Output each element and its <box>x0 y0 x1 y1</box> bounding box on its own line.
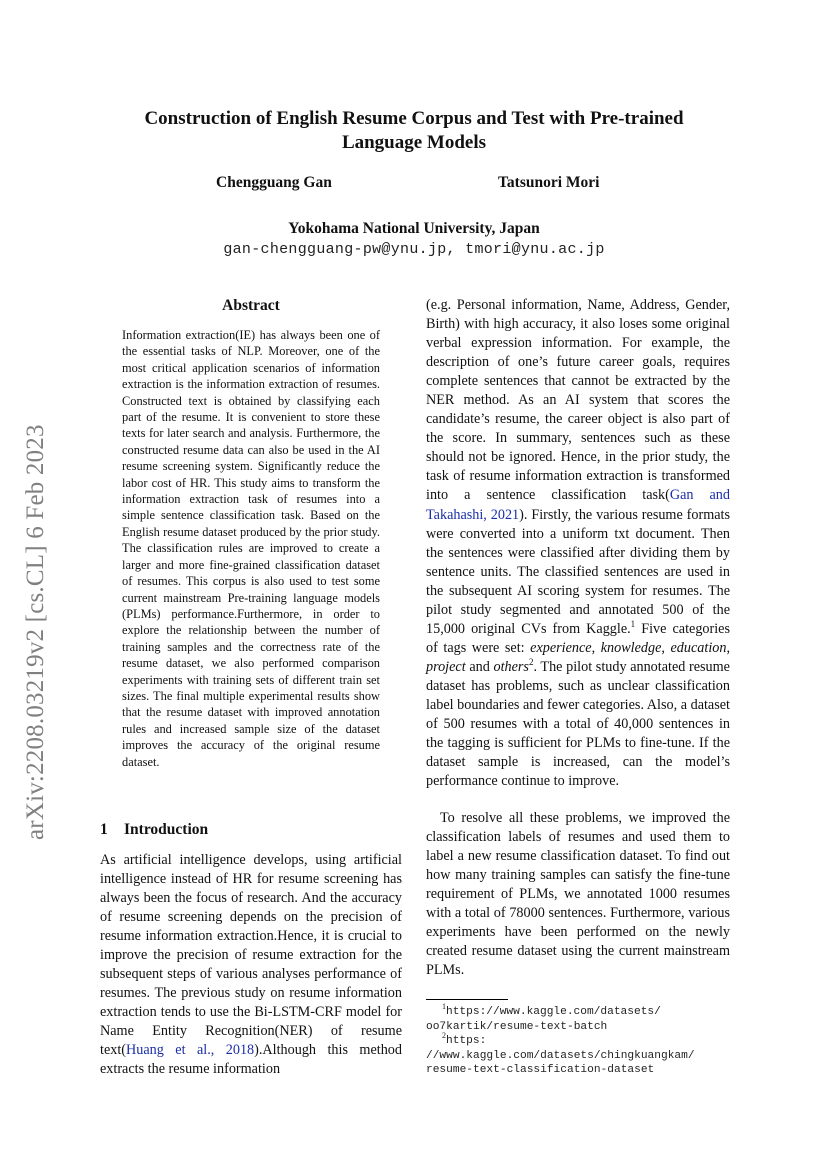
footnote-2 <box>426 1031 736 1078</box>
paragraph-text-cont: ). Firstly, the various resume formats were converted into a uniform txt document. Then the sentences were classified after dividing them by sentence units. The classified sentences are used in the subsequent AI scoring system for resumes. The pilot study segmented and annotated 500 of the 15,000 original CVs from Kaggle. <box>426 506 731 637</box>
section-number: 1 <box>100 821 108 838</box>
section-heading-introduction <box>100 821 208 839</box>
paragraph-text-cont-3: . The pilot study annotated resume dataset has problems, such as unclear classification label boundaries and fewer categories. Also, a dataset of 500 resumes with a total of 40,000 sentences in the tagging is sufficient for PLMs to fine-tune. If the dataset sample is increased, can the model’s performance continue to improve. <box>426 658 730 790</box>
footnote-1-line-2[interactable]: oo7kartik/resume-text-batch <box>426 1020 608 1033</box>
title-line-1: Construction of English Resume Corpus and Test with Pre-trained <box>144 108 684 129</box>
section-title: Introduction <box>124 821 209 838</box>
separator: , <box>661 639 671 656</box>
author-emails: gan-chengguang-pw@ynu.jp, tmori@ynu.ac.jp <box>223 241 605 258</box>
footnote-2-link[interactable]: https: <box>446 1035 487 1047</box>
tag-project: project <box>426 658 466 675</box>
footnote-2-line-3[interactable]: resume-text-classification-dataset <box>426 1064 655 1077</box>
footnote-ref-1[interactable]: 1 <box>630 618 636 629</box>
author-1: Chengguang Gan <box>216 174 332 191</box>
citation-gan-takahashi-2021[interactable]: Gan and Takahashi, 2021 <box>426 487 730 523</box>
separator: , <box>591 639 601 656</box>
conjunction: and <box>465 658 494 675</box>
paragraph-text-cont-2: Five categories of tags were set: <box>426 620 730 656</box>
footnote-1-line-1 <box>426 1002 736 1020</box>
intro-text-cont: ).Although this method extracts the resume information <box>100 1042 402 1077</box>
intro-paragraph-3: To resolve all these problems, we improved the classification labels of resumes and used them to label a new resume classification dataset. To find out how many training samples can satisfy the fine-tune requirement of PLMs, we annotated 1000 resumes with a total of 78000 sentences. Furthermore, various experiments have been performed on the newly created resume dataset using the current mainstream PLMs. <box>426 810 730 979</box>
tag-experience: experience <box>530 639 592 656</box>
footnote-1 <box>426 1002 736 1034</box>
arxiv-identifier: arXiv:2208.03219v2 [cs.CL] 6 Feb 2023 <box>22 424 49 840</box>
author-2: Tatsunori Mori <box>498 174 600 191</box>
paper-title <box>100 107 728 155</box>
affiliation: Yokohama National University, Japan <box>288 220 540 237</box>
abstract-text: Information extraction(IE) has always been one of the essential tasks of NLP. Moreover, one of the most critical application scenarios of information extraction is the information extraction of resumes. Constructed text is obtained by classifying each part of the resume. It is convenient to store these texts for later search and analysis. Furthermore, the constructed resume data can also be used in the AI resume screening system. Significantly reduce the labor cost of HR. This study aims to transform the information extraction task of resumes into a simple sentence classification task. Based on the English resume dataset produced by the prior study. The classification rules are improved to create a larger and more fine-grained classification dataset of resumes. This corpus is also used to test some current mainstream Pre-training language models (PLMs) performance.Furthermore, in order to explore the relationship between the number of training samples and the correctness rate of the resume dataset, we also performed comparison experiments with training sets of different train set sizes. The final multiple experimental results show that the resume dataset with improved annotation rules and increased sample size of the dataset improves the accuracy of the original resume dataset. <box>122 328 380 769</box>
abstract-heading: Abstract <box>222 297 280 314</box>
citation-huang-2018[interactable]: Huang et al., 2018 <box>126 1042 255 1058</box>
separator: , <box>726 639 730 656</box>
intro-paragraph-1 <box>100 851 402 1079</box>
intro-text: As artificial intelligence develops, using artificial intelligence instead of HR for resume screening has always been the focus of research. And the accuracy of resume screening depends on the precision of resume information extraction.Hence, it is crucial to improve the precision of resume extraction for the subsequent steps of various analyses performance of resumes. The previous study on resume information extraction tends to use the Bi-LSTM-CRF model for Name Entity Recognition(NER) of resume text( <box>100 852 402 1058</box>
tag-education: education <box>670 639 727 656</box>
footnote-1-mark: 1 <box>442 1002 446 1011</box>
title-line-2: Language Models <box>341 132 487 153</box>
tag-knowledge: knowledge <box>600 639 662 656</box>
footnote-ref-2[interactable]: 2 <box>528 656 534 667</box>
tag-others: others <box>493 658 529 675</box>
intro-paragraph-2 <box>426 296 730 791</box>
footnote-2-mark: 2 <box>442 1031 446 1040</box>
footnote-2-line-1 <box>426 1031 736 1049</box>
footnote-1-link[interactable]: https://www.kaggle.com/datasets/ <box>446 1006 661 1018</box>
paragraph-text: (e.g. Personal information, Name, Address, Gender, Birth) with high accuracy, it also loses some original verbal expression information. For example, the description of one’s future career goals, requires complete sentences that cannot be extracted by the NER method. As an AI system that scores the candidate’s resume, the career object is also part of the score. In summary, sentences such as these should not be ignored. Hence, in the prior study, the task of resume information extraction is transformed into a sentence classification task( <box>426 297 730 504</box>
footnote-2-line-2[interactable]: //www.kaggle.com/datasets/chingkuangkam/ <box>426 1049 695 1062</box>
footnote-divider <box>426 999 508 1000</box>
